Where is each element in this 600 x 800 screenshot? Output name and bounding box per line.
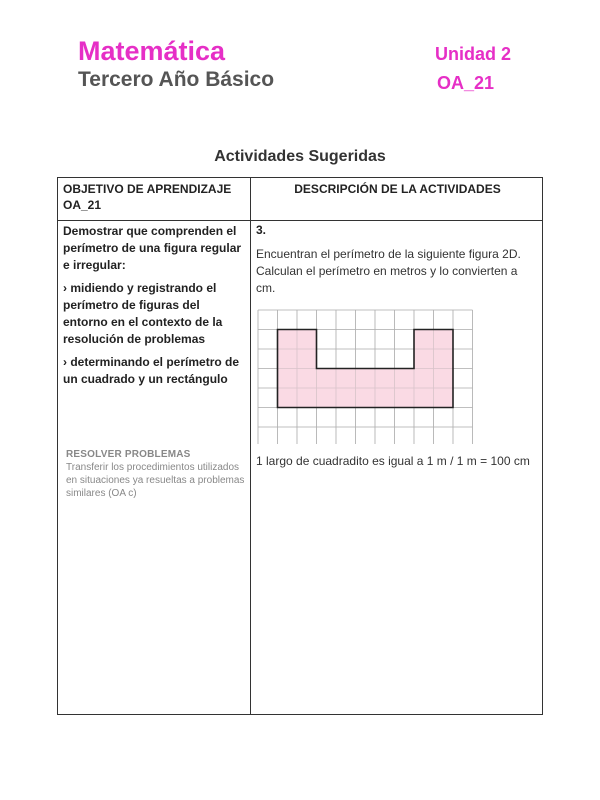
- objective-text: [63, 223, 246, 394]
- oa-label: OA_21: [437, 73, 495, 93]
- description-column-header: DESCRIPCIÓN DE LA ACTIVIDADES: [294, 182, 501, 196]
- grade-subtitle: Tercero Año Básico: [78, 68, 275, 91]
- activity-number: 3.: [256, 223, 267, 237]
- unit-label: Unidad 2: [435, 44, 512, 64]
- column-divider: [250, 178, 251, 714]
- perimeter-figure: [256, 302, 476, 444]
- subject-title: Matemática: [78, 36, 226, 66]
- objective-paragraph: Demostrar que comprenden el perímetro de una figura regular e irregular:: [63, 224, 242, 272]
- activities-table: [57, 177, 543, 715]
- header-divider: [58, 220, 542, 221]
- resolver-problemas-title: RESOLVER PROBLEMAS: [66, 449, 191, 460]
- unit-conversion-note: 1 largo de cuadradito es igual a 1 m / 1 m = 100 cm: [256, 454, 530, 468]
- activity-description: Encuentran el perímetro de la siguiente figura 2D. Calculan el perímetro en metros y lo convierten a cm.: [256, 247, 521, 295]
- objective-column-header: OBJETIVO DE APRENDIZAJE OA_21: [63, 182, 232, 212]
- resolver-problemas-box: [66, 448, 246, 500]
- objective-bullet: › midiendo y registrando el perímetro de figuras del entorno en el contexto de la resolución de problemas: [63, 281, 223, 346]
- section-title: Actividades Sugeridas: [214, 148, 386, 165]
- objective-bullet: › determinando el perímetro de un cuadrado y un rectángulo: [63, 355, 240, 386]
- resolver-problemas-text: Transferir los procedimientos utilizados en situaciones ya resueltas a problemas similares (OA c): [66, 462, 245, 499]
